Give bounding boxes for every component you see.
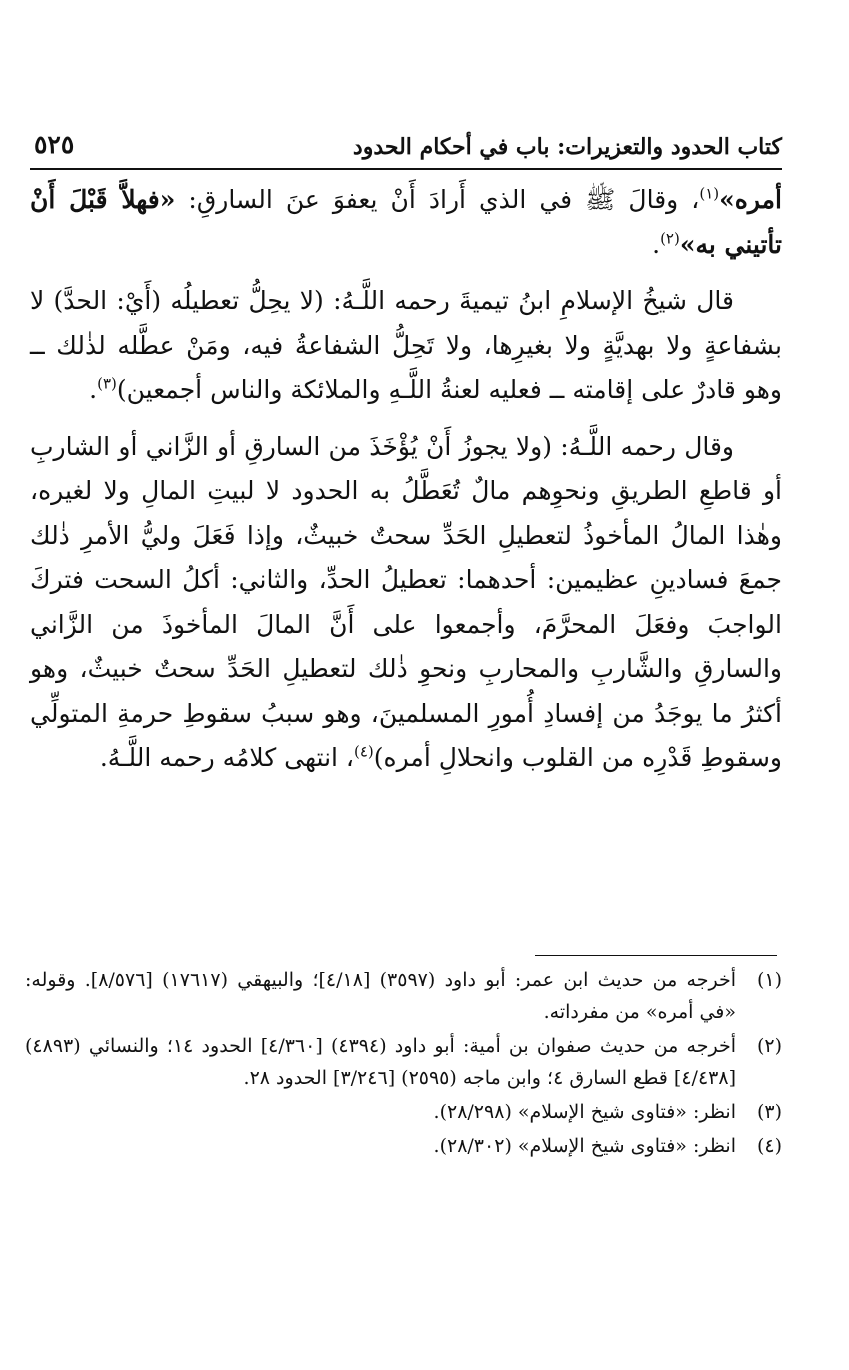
footnote-text: انظر: «فتاوى شيخ الإسلام» (٢٨/٢٩٨). [433,1101,736,1123]
hadith-text-end: أمره» [719,185,782,214]
footnote-2 [25,1030,782,1094]
footnote-text: أخرجه من حديث ابن عمر: أبو داود (٣٥٩٧) [٤/١٨]؛ والبيهقي (١٧٦١٧) [٨/٥٧٦]. وقوله: «في أمره» من مفرداته. [25,969,736,1023]
footnote-number: (٤) [756,1135,782,1157]
footnote-ref-1: (١) [699,184,720,203]
footnote-4 [25,1130,782,1162]
paragraph-1-end: . [652,229,661,259]
footnote-text: انظر: «فتاوى شيخ الإسلام» (٢٨/٣٠٢). [433,1135,736,1157]
paragraph-2-text: قال شيخُ الإسلامِ ابنُ تيميةَ رحمه اللَّـهُ: (لا يحِلُّ تعطيلُه (أَيْ: الحدَّ) لا بشفاعةٍ ولا بهديَّةٍ ولا بغيرِها، ولا تَحِلُّ الشفاعةُ فيه، ومَنْ عطَّله لذٰلك ــ وهو قادرٌ على إقامته ــ فعليه لعنةُ اللَّـهِ والملائكة والناس أجمعين) [30,286,782,404]
footnote-number: (١) [756,969,782,991]
page-header [30,128,782,170]
footnote-ref-2: (٢) [660,229,680,248]
footnote-number: (٢) [756,1035,782,1057]
footnote-3 [25,1096,782,1128]
footnote-ref-4: (٤) [354,742,374,761]
paragraph-3-end: ، انتهى كلامُه رحمه اللَّـهُ. [99,743,354,772]
hadith-quote: «فهلاَّ قَبْلَ أَنْ تأتيني به» [30,185,782,259]
footnote-divider [535,955,777,956]
paragraph-1-text: ، وقالَ ﷺ في الذي أَرادَ أَنْ يعفوَ عنَ السارقِ: [175,185,700,214]
paragraph-1 [30,178,782,267]
footnote-text: أخرجه من حديث صفوان بن أمية: أبو داود (٤٣٩٤) [٤/٣٦٠] الحدود ١٤؛ والنسائي (٤٨٩٣) [٤/٤٣٨] قطع السارق ٤؛ وابن ماجه (٢٥٩٥) [٣/٢٤٦] الحدود ٢٨. [25,1035,736,1089]
paragraph-3 [30,425,782,781]
main-text [30,178,782,781]
paragraph-2 [30,279,782,413]
paragraph-2-end: . [89,375,98,404]
footnote-1 [25,964,782,1028]
paragraph-3-text: وقال رحمه اللَّـهُ: (ولا يجوزُ أَنْ يُؤْخَذَ من السارقِ أو الزَّاني أو الشاربِ أو قاطعِ الطريقِ ونحوِهم مالٌ تُعَطَّلُ به الحدود لا لبيتِ المالِ ولا لغيره، وهٰذا المالُ المأخوذُ لتعطيلِ الحَدِّ سحتٌ خبيثٌ، وإذا فَعَلَ وليُّ الأمرِ ذٰلك جمعَ فسادينِ عظيمين: أحدهما: تعطيلُ الحدِّ، والثاني: أكلُ السحت فتركَ الواجبَ وفعَلَ المحرَّمَ، وأجمعوا على أَنَّ المالَ المأخوذَ من الزَّاني والسارقِ والشَّاربِ والمحاربِ ونحوِ ذٰلك لتعطيلِ الحَدِّ سحتٌ خبيثٌ، وهو أكثرُ ما يوجَدُ من إفسادِ أُمورِ المسلمينَ، وهو سببُ سقوطِ حرمةِ المتولِّي وسقوطِ قَدْرِه من القلوب وانحلالِ أمره) [30,431,782,772]
footnote-ref-3: (٣) [97,374,117,393]
page-number: ٥٢٥ [34,130,75,159]
footnote-number: (٣) [756,1101,782,1123]
footnotes [25,964,782,1164]
running-title: كتاب الحدود والتعزيرات: باب في أحكام الحدود [352,134,782,160]
